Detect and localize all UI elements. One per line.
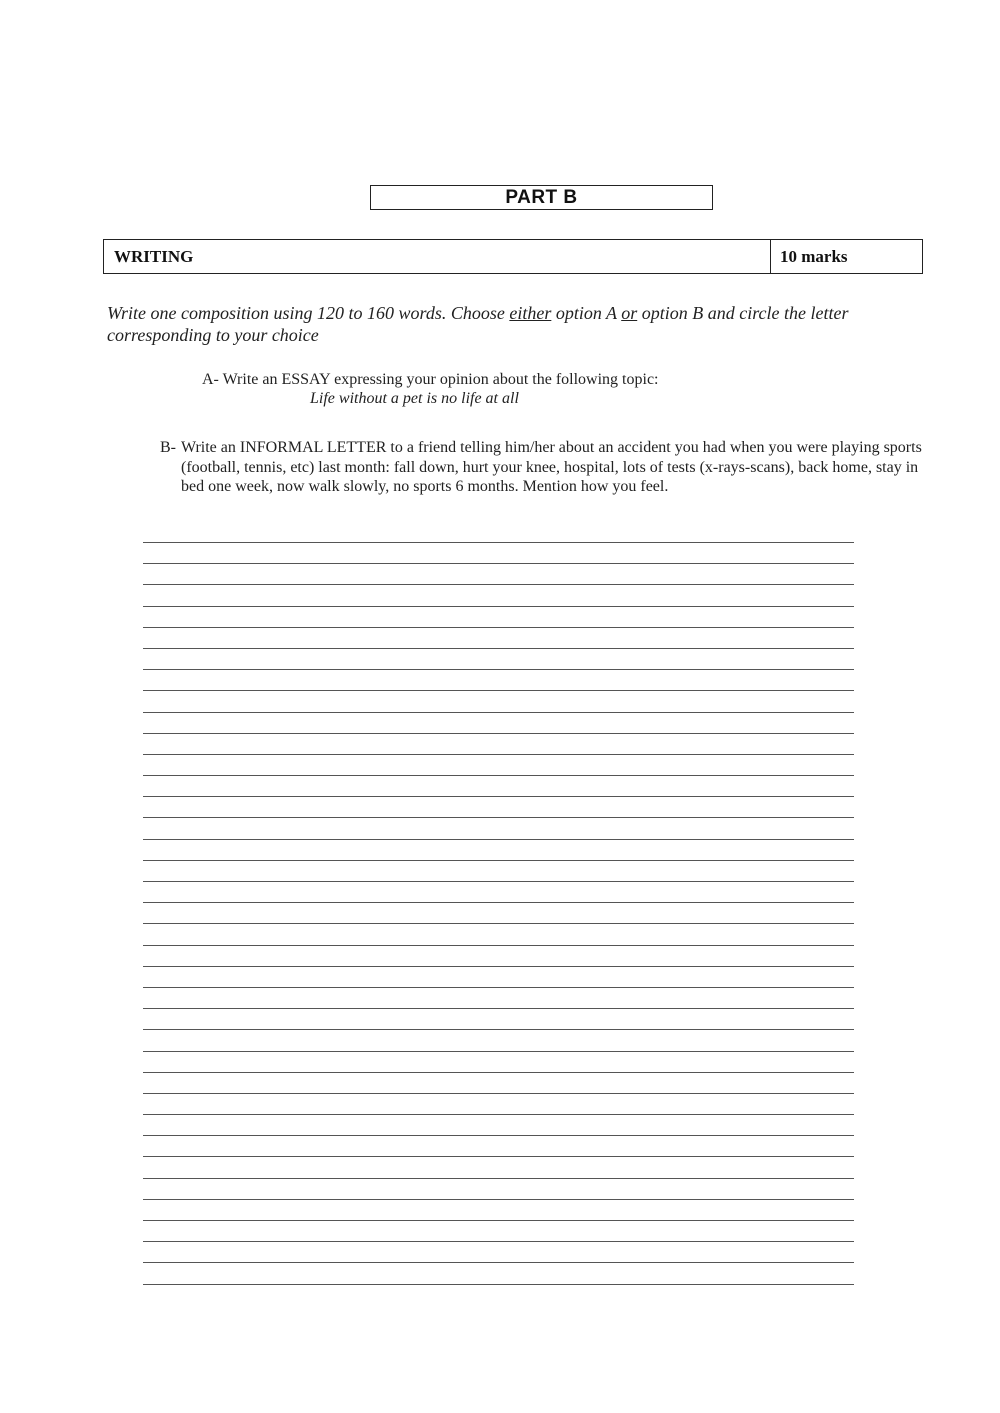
- writing-line[interactable]: [143, 1262, 854, 1283]
- writing-line[interactable]: [143, 542, 854, 563]
- section-name: WRITING: [104, 240, 771, 273]
- writing-line[interactable]: [143, 1135, 854, 1156]
- writing-line[interactable]: [143, 1093, 854, 1114]
- instructions-part2: option A: [551, 303, 622, 323]
- writing-line[interactable]: [143, 606, 854, 627]
- writing-line[interactable]: [143, 966, 854, 987]
- option-a-text: A- Write an ESSAY expressing your opinion about the following topic:: [202, 371, 659, 388]
- writing-line[interactable]: [143, 1051, 854, 1072]
- writing-line[interactable]: [143, 881, 854, 902]
- writing-line[interactable]: [143, 563, 854, 584]
- writing-line[interactable]: [143, 775, 854, 796]
- writing-line[interactable]: [143, 987, 854, 1008]
- instructions-part1: Write one composition using 120 to 160 words. Choose: [107, 303, 510, 323]
- writing-line[interactable]: [143, 860, 854, 881]
- instructions: [107, 302, 867, 346]
- writing-line[interactable]: [143, 1072, 854, 1093]
- writing-line[interactable]: [143, 754, 854, 775]
- writing-line[interactable]: [143, 648, 854, 669]
- writing-line[interactable]: [143, 712, 854, 733]
- writing-line[interactable]: [143, 1156, 854, 1177]
- writing-line[interactable]: [143, 1114, 854, 1135]
- section-marks: 10 marks: [780, 247, 848, 266]
- writing-line[interactable]: [143, 1220, 854, 1241]
- writing-line[interactable]: [143, 627, 854, 648]
- option-a-topic: Life without a pet is no life at all: [310, 390, 519, 407]
- instructions-part3: option B and circle the letter corresponding to your choice: [107, 303, 849, 345]
- writing-line[interactable]: [143, 1241, 854, 1262]
- option-b: [160, 438, 930, 497]
- writing-line[interactable]: [143, 1178, 854, 1199]
- instructions-or: or: [621, 303, 638, 323]
- writing-line[interactable]: [143, 584, 854, 605]
- writing-line[interactable]: [143, 839, 854, 860]
- writing-line[interactable]: [143, 796, 854, 817]
- writing-line[interactable]: [143, 902, 854, 923]
- writing-line[interactable]: [143, 1008, 854, 1029]
- option-a: [202, 370, 902, 408]
- writing-line[interactable]: [143, 733, 854, 754]
- instructions-either: either: [509, 303, 552, 323]
- writing-line[interactable]: [143, 945, 854, 966]
- writing-lines: [143, 542, 854, 1305]
- writing-line[interactable]: [143, 817, 854, 838]
- writing-line[interactable]: [143, 1284, 854, 1305]
- writing-line[interactable]: [143, 690, 854, 711]
- writing-line[interactable]: [143, 669, 854, 690]
- section-header-table: [103, 239, 923, 274]
- part-title: PART B: [370, 185, 713, 210]
- option-b-label: B-: [160, 439, 176, 456]
- option-b-text: Write an INFORMAL LETTER to a friend telling him/her about an accident you had when you were playing sports (football, tennis, etc) last month: fall down, hurt your knee, hospital, lots of tests (x-rays-scans), back home, stay in bed one week, now walk slowly, no sports 6 months. Mention how you feel.: [181, 439, 922, 495]
- writing-line[interactable]: [143, 1199, 854, 1220]
- writing-line[interactable]: [143, 923, 854, 944]
- writing-line[interactable]: [143, 1029, 854, 1050]
